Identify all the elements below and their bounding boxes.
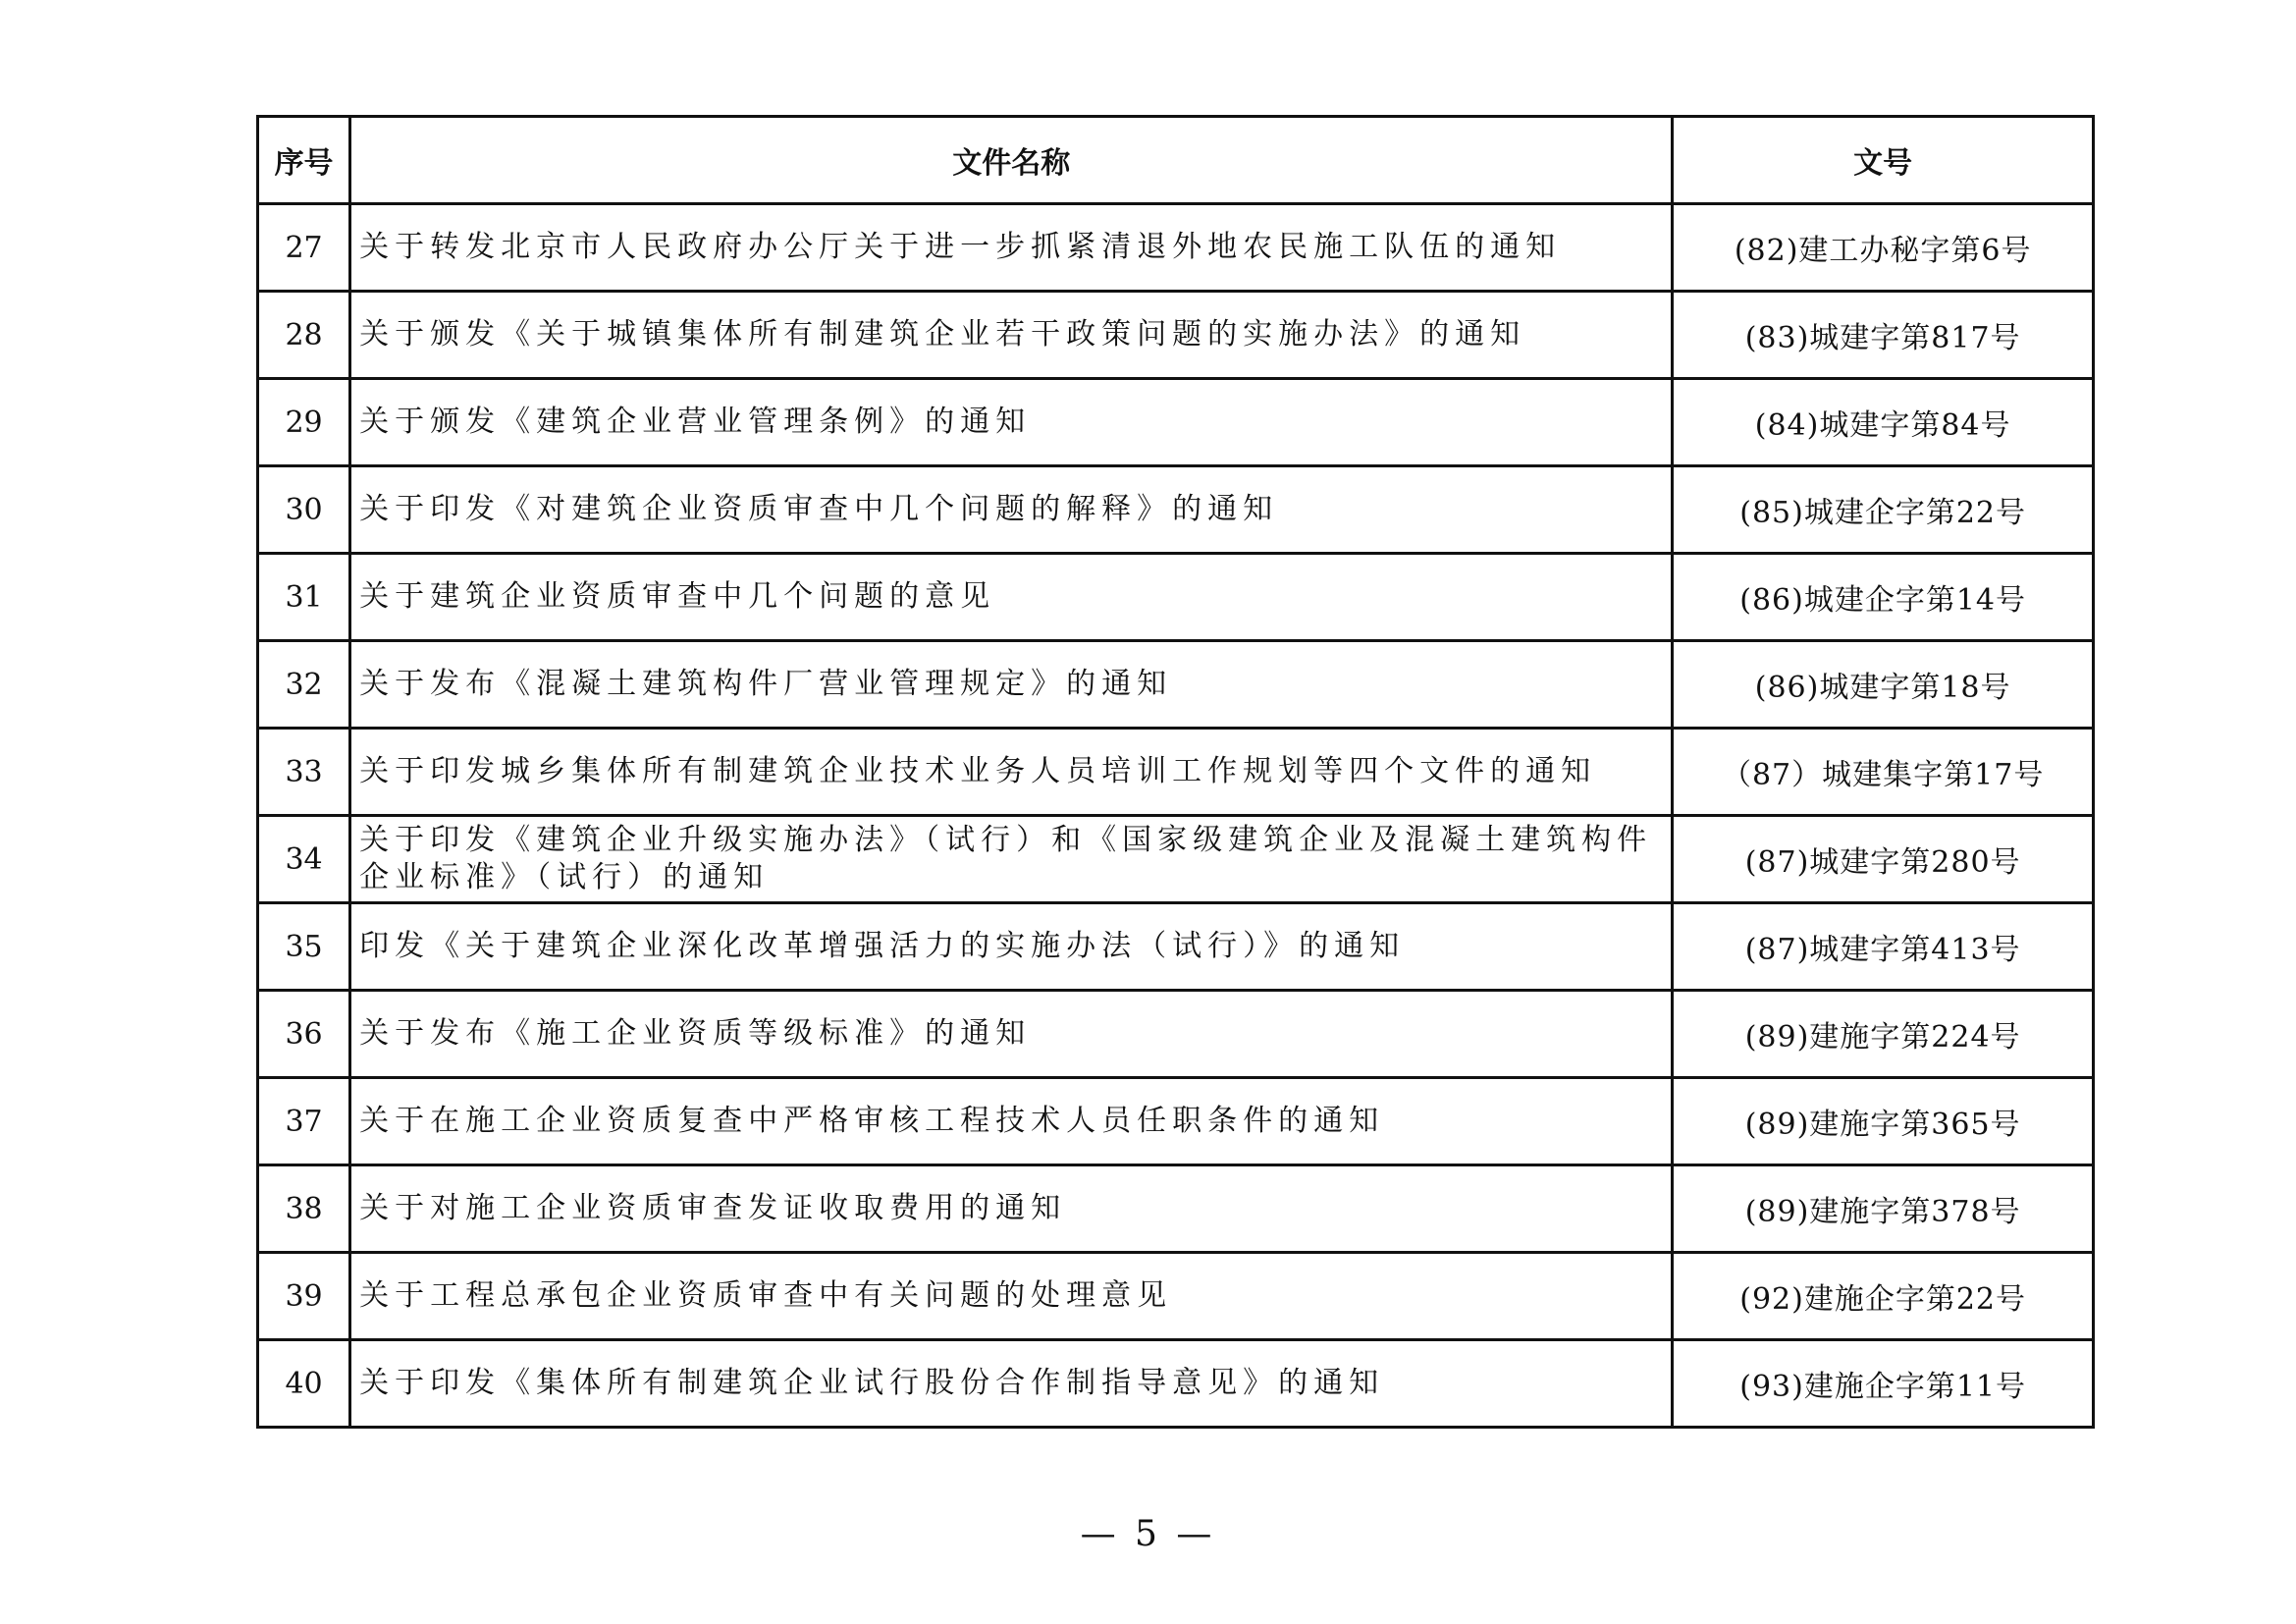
header-document-code: 文号 <box>1673 117 2094 204</box>
row-document-code: (84)城建字第84号 <box>1673 379 2094 466</box>
row-document-code: (92)建施企字第22号 <box>1673 1253 2094 1340</box>
row-document-name: 关于对施工企业资质审查发证收取费用的通知 <box>350 1165 1673 1253</box>
row-serial-number: 28 <box>258 292 350 379</box>
table-row <box>258 204 2094 292</box>
table-row <box>258 991 2094 1078</box>
header-document-name: 文件名称 <box>350 117 1673 204</box>
table-row <box>258 379 2094 466</box>
row-document-name: 关于印发城乡集体所有制建筑企业技术业务人员培训工作规划等四个文件的通知 <box>350 729 1673 816</box>
row-document-name: 关于建筑企业资质审查中几个问题的意见 <box>350 554 1673 641</box>
row-serial-number: 39 <box>258 1253 350 1340</box>
table-row <box>258 729 2094 816</box>
row-document-name: 关于在施工企业资质复查中严格审核工程技术人员任职条件的通知 <box>350 1078 1673 1165</box>
row-document-code: (86)城建企字第14号 <box>1673 554 2094 641</box>
row-document-code: (82)建工办秘字第6号 <box>1673 204 2094 292</box>
row-document-name: 关于工程总承包企业资质审查中有关问题的处理意见 <box>350 1253 1673 1340</box>
row-document-code: (89)建施字第378号 <box>1673 1165 2094 1253</box>
table-row <box>258 903 2094 991</box>
row-document-code: （87）城建集字第17号 <box>1673 729 2094 816</box>
row-document-code: (89)建施字第365号 <box>1673 1078 2094 1165</box>
table-row <box>258 466 2094 554</box>
table-row <box>258 641 2094 729</box>
row-serial-number: 38 <box>258 1165 350 1253</box>
table-row <box>258 1165 2094 1253</box>
row-document-name: 关于转发北京市人民政府办公厅关于进一步抓紧清退外地农民施工队伍的通知 <box>350 204 1673 292</box>
row-document-code: (89)建施字第224号 <box>1673 991 2094 1078</box>
document-table <box>256 115 2095 1429</box>
row-document-name: 关于印发《集体所有制建筑企业试行股份合作制指导意见》的通知 <box>350 1340 1673 1428</box>
row-serial-number: 27 <box>258 204 350 292</box>
header-serial-number: 序号 <box>258 117 350 204</box>
row-document-name: 关于颁发《关于城镇集体所有制建筑企业若干政策问题的实施办法》的通知 <box>350 292 1673 379</box>
row-document-name: 关于印发《建筑企业升级实施办法》（试行）和《国家级建筑企业及混凝土建筑构件企业标准》（试行）的通知 <box>350 816 1673 903</box>
page-number: — 5 — <box>1080 1514 1216 1554</box>
row-document-code: (83)城建字第817号 <box>1673 292 2094 379</box>
row-serial-number: 32 <box>258 641 350 729</box>
row-serial-number: 35 <box>258 903 350 991</box>
row-document-name: 关于发布《混凝土建筑构件厂营业管理规定》的通知 <box>350 641 1673 729</box>
table-row <box>258 1340 2094 1428</box>
row-document-name: 关于发布《施工企业资质等级标准》的通知 <box>350 991 1673 1078</box>
row-serial-number: 31 <box>258 554 350 641</box>
table-row <box>258 1078 2094 1165</box>
table-header-row <box>258 117 2094 204</box>
row-document-code: (87)城建字第280号 <box>1673 816 2094 903</box>
row-serial-number: 37 <box>258 1078 350 1165</box>
row-serial-number: 40 <box>258 1340 350 1428</box>
row-serial-number: 33 <box>258 729 350 816</box>
row-document-code: (86)城建字第18号 <box>1673 641 2094 729</box>
table-row <box>258 1253 2094 1340</box>
table-row <box>258 816 2094 903</box>
row-document-code: (85)城建企字第22号 <box>1673 466 2094 554</box>
row-document-name: 印发《关于建筑企业深化改革增强活力的实施办法（试行）》的通知 <box>350 903 1673 991</box>
row-serial-number: 36 <box>258 991 350 1078</box>
table-row <box>258 554 2094 641</box>
row-serial-number: 30 <box>258 466 350 554</box>
row-document-code: (93)建施企字第11号 <box>1673 1340 2094 1428</box>
row-serial-number: 29 <box>258 379 350 466</box>
row-document-code: (87)城建字第413号 <box>1673 903 2094 991</box>
row-document-name: 关于颁发《建筑企业营业管理条例》的通知 <box>350 379 1673 466</box>
row-serial-number: 34 <box>258 816 350 903</box>
table-row <box>258 292 2094 379</box>
row-document-name: 关于印发《对建筑企业资质审查中几个问题的解释》的通知 <box>350 466 1673 554</box>
